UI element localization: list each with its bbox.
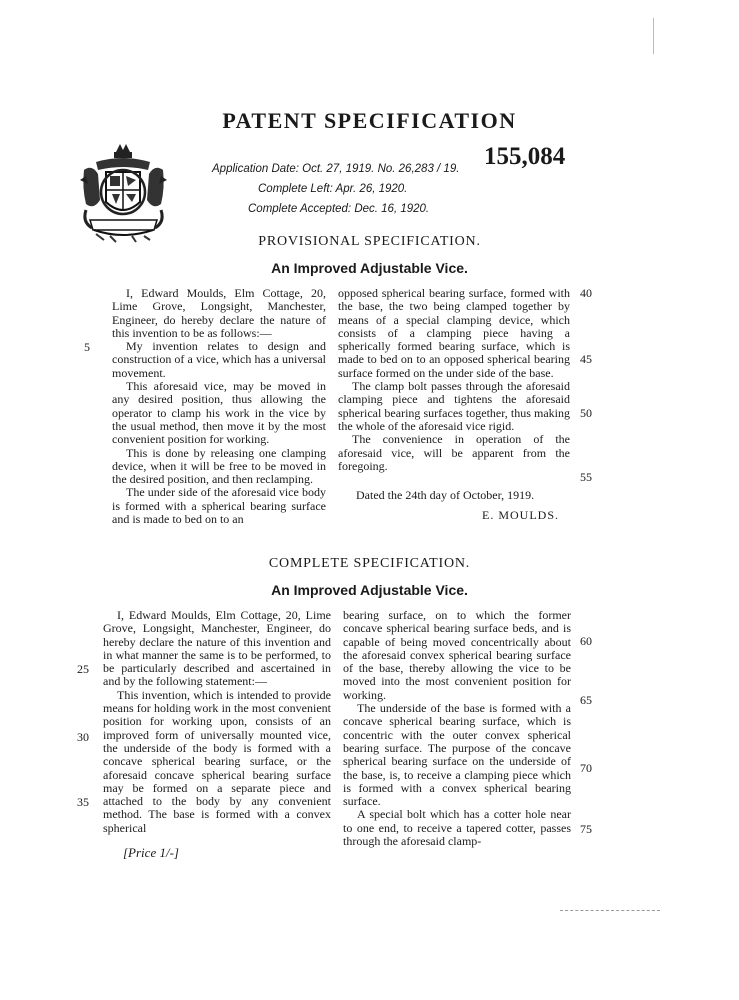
paragraph: I, Edward Moulds, Elm Cottage, 20, Lime Grove, Longsight, Manchester, Engineer, do hereby declare the nature of this invention and in what manner the same is to be performed, to be particularly described and ascertained in and by the following statement:— [103,608,331,689]
signature: E. MOULDS. [482,508,560,522]
document-title: PATENT SPECIFICATION [222,108,517,133]
patent-number: 155,084 [484,143,566,170]
provisional-subtitle: An Improved Adjustable Vice. [271,260,468,276]
line-number: 35 [77,795,89,809]
line-number: 25 [77,662,89,676]
scan-mark [560,910,660,912]
line-number: 5 [84,340,90,354]
paragraph: bearing surface, on to which the former concave spherical bearing surface beds, and is capable of being moved concentrically about the aforesaid convex spherical bearing surface of the base, thereby allowing the vice to be moved into the most convenient position for working. [343,608,571,702]
line-number: 65 [580,693,592,707]
line-number: 60 [580,634,592,648]
complete-subtitle: An Improved Adjustable Vice. [271,582,468,598]
complete-accepted-date: Complete Accepted: Dec. 16, 1920. [248,203,430,215]
paragraph: I, Edward Moulds, Elm Cottage, 20, Lime Grove, Longsight, Manchester, Engineer, do hereby declare the nature of this invention to be as follows:— [112,286,326,340]
provisional-heading: PROVISIONAL SPECIFICATION. [258,234,481,249]
application-date: Application Date: Oct. 27, 1919. No. 26,283 / 19. [212,163,460,175]
scan-mark [653,18,654,54]
paragraph: A special bolt which has a cotter hole near to one end, to receive a tapered cotter, passes through the aforesaid clamp- [343,807,571,849]
line-number: 70 [580,761,592,775]
complete-heading: COMPLETE SPECIFICATION. [268,556,471,571]
line-number: 50 [580,406,592,420]
line-number: 30 [77,730,89,744]
paragraph: This is done by releasing one clamping device, when it will be free to be moved in the desired position, and then reclamping. [112,445,326,487]
paragraph: This invention, which is intended to provide means for holding work in the most convenient position for working upon, consists of an improved form of universally mounted vice, the underside of the body is formed with a concave spherical bearing surface, or the aforesaid concave spherical bearing surface may be formed on a separate piece and attached to the body by any convenient method. The base is formed with a convex spherical [103,687,331,835]
provisional-left-column [112,287,326,526]
royal-coat-of-arms [76,140,171,245]
paragraph: The underside of the base is formed with a concave spherical bearing surface, which is concentric with the outer convex spherical bearing surface. The purpose of the concave spherical bearing surface on the underside of the base, is, to receive a clamping piece which is formed with a convex spherical bearing surface. [343,701,571,809]
provisional-right-column [338,287,570,473]
line-number: 55 [580,470,592,484]
paragraph: opposed spherical bearing surface, formed with the base, the two being clamped together by means of a special clamping device, which consists of a clamping piece having a spherically formed bearing surface, which is made to bed on to an opposed spherical bearing surface formed on the under side of the base. [338,286,570,380]
line-number: 75 [580,822,592,836]
price-label: [Price 1/-] [123,845,179,860]
dated-line: Dated the 24th day of October, 1919. [356,488,535,502]
paragraph: My invention relates to design and construction of a vice, which has a universal movement. [112,339,326,380]
paragraph: The clamp bolt passes through the aforesaid clamping piece and tightens the aforesaid spherical bearing surfaces together, thus making the whole of the aforesaid vice rigid. [338,379,570,433]
complete-left-column [103,609,331,835]
complete-right-column [343,609,571,848]
paragraph: This aforesaid vice, may be moved in any desired position, thus allowing the operator to clamp his work in the vice by the usual method, then move it by the most convenient position for working. [112,379,326,447]
complete-left-date: Complete Left: Apr. 26, 1920. [258,183,408,195]
paragraph: The convenience in operation of the aforesaid vice, will be apparent from the foregoing. [338,432,570,473]
line-number: 45 [580,352,592,366]
line-number: 40 [580,286,592,300]
paragraph: The under side of the aforesaid vice body is formed with a spherical bearing surface and is made to bed on to an [112,485,326,527]
